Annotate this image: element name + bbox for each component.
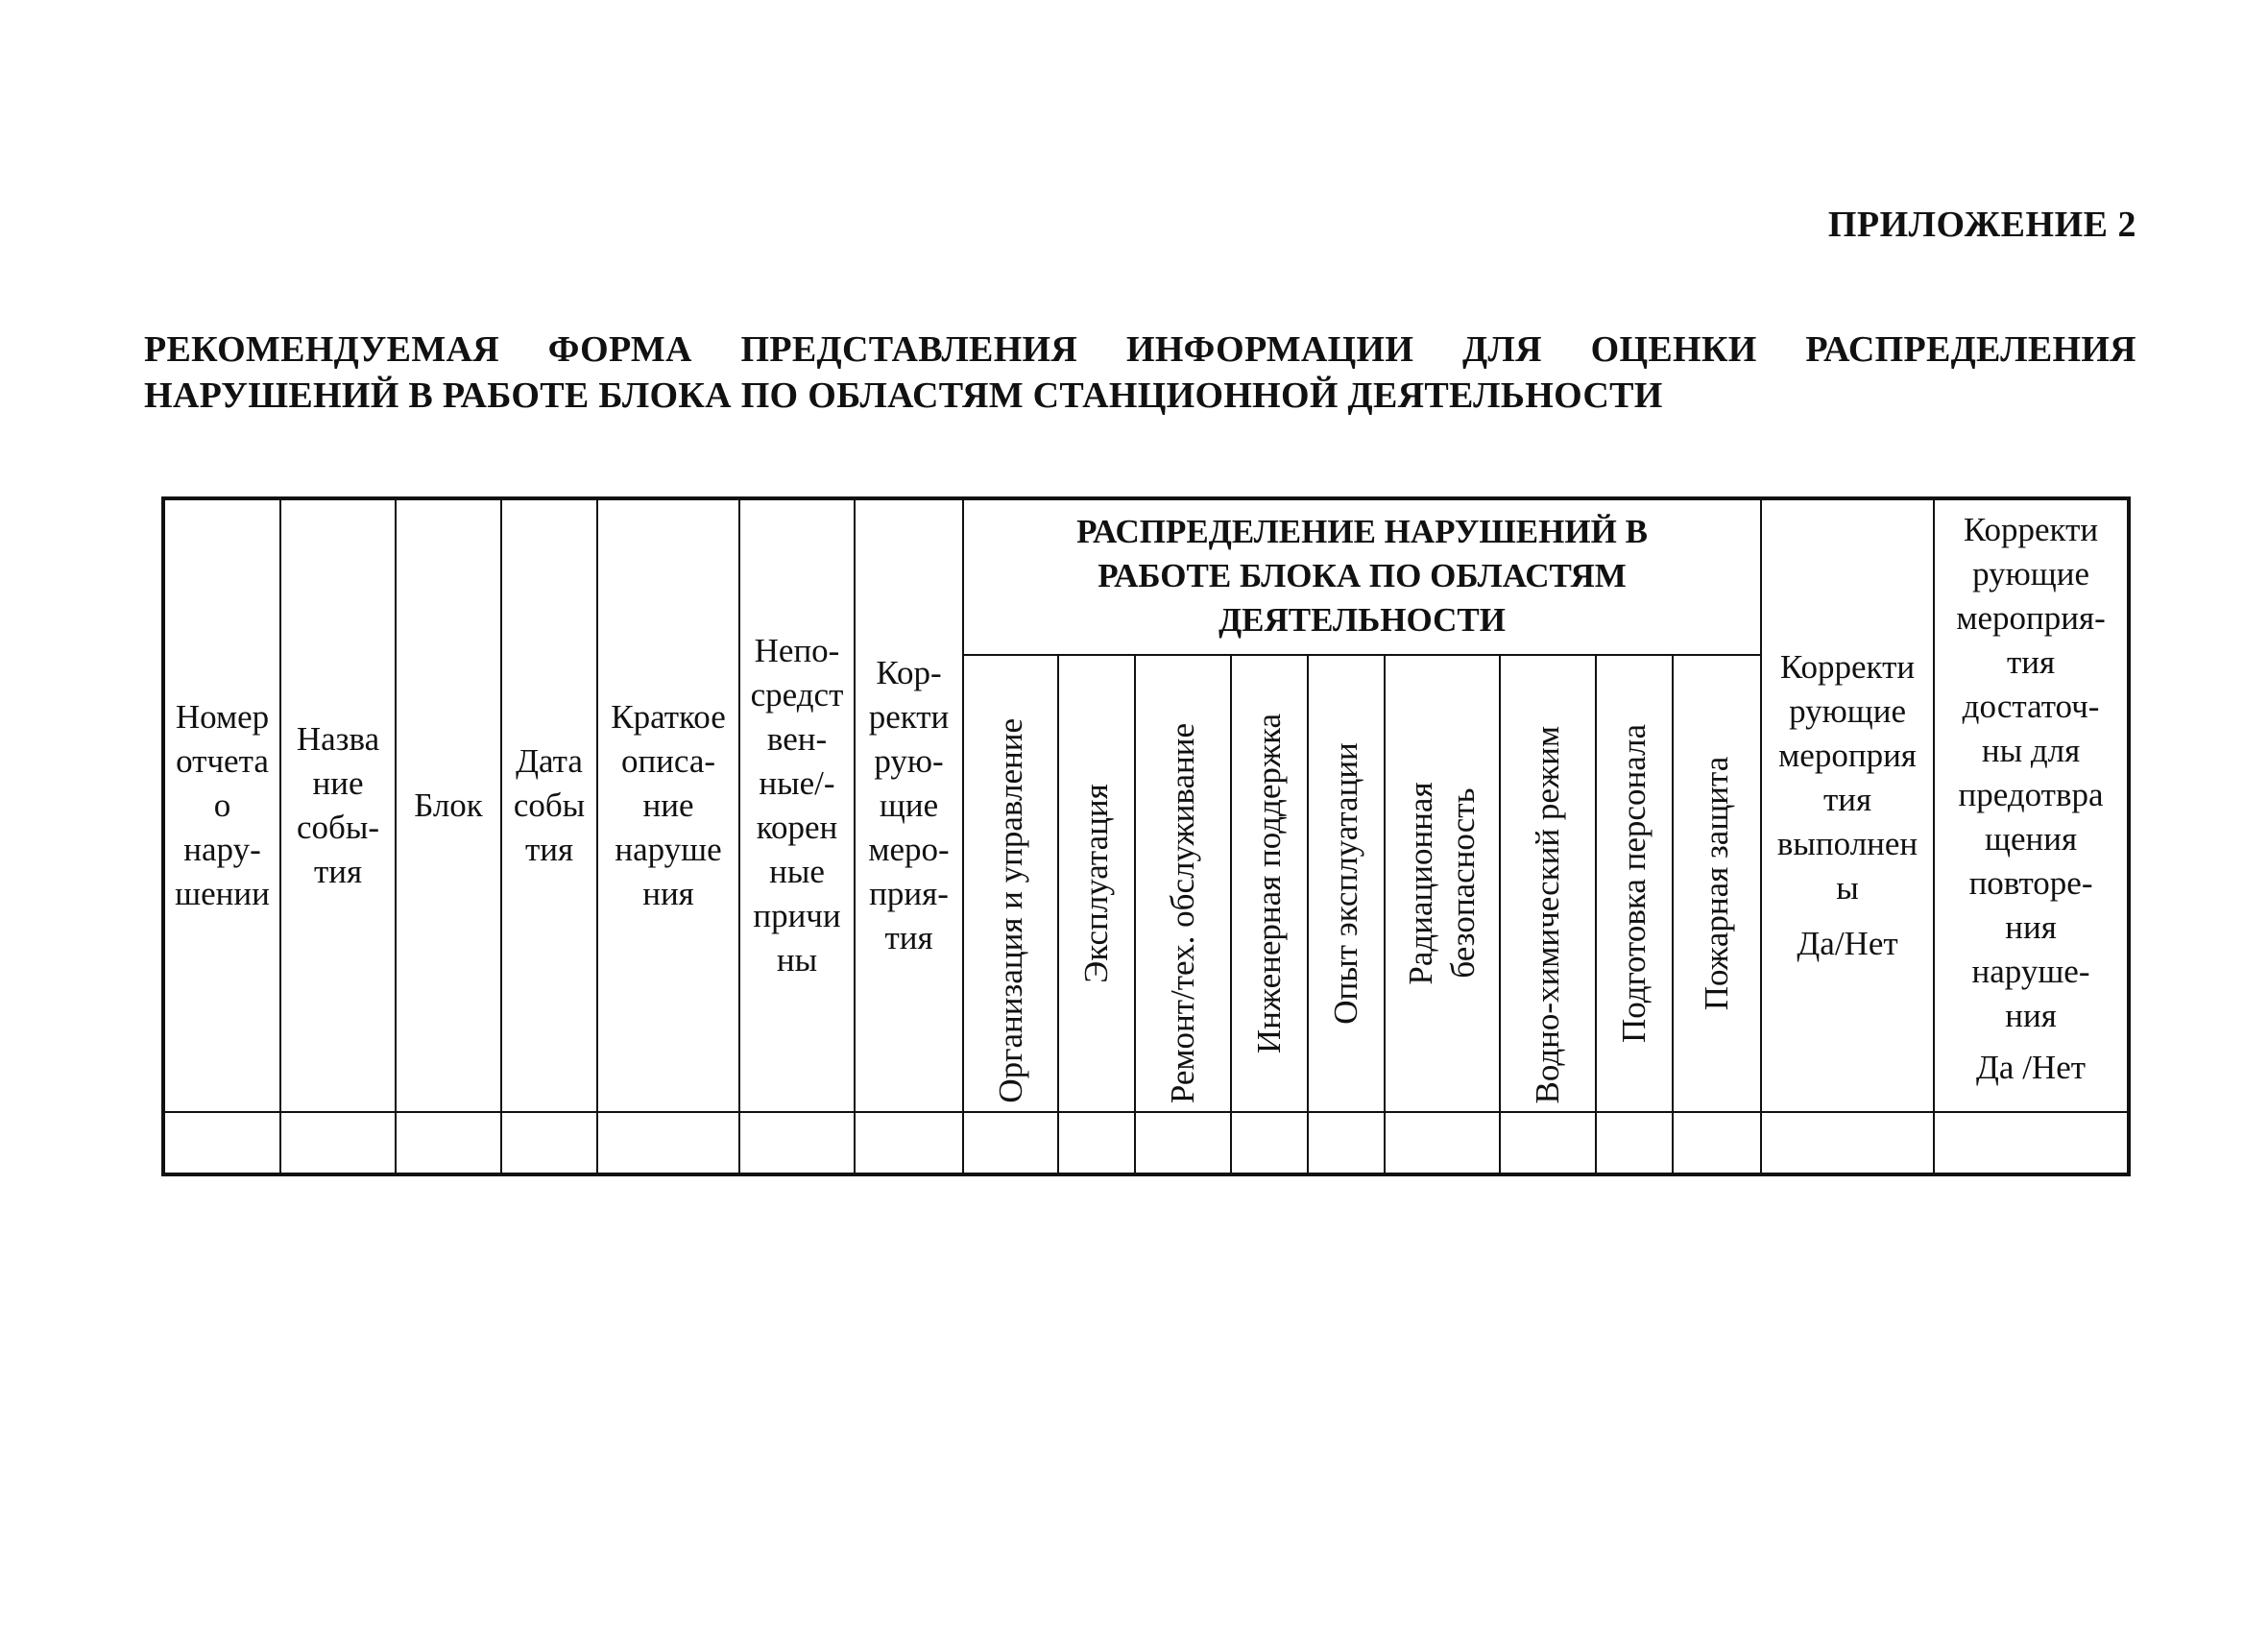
header-event-name: Назва ние собы- тия <box>280 498 396 1112</box>
cell-report-number[interactable] <box>163 1112 280 1174</box>
cell-org-management[interactable] <box>963 1112 1058 1174</box>
cell-engineering[interactable] <box>1231 1112 1308 1174</box>
title-line-2: НАРУШЕНИЙ В РАБОТЕ БЛОКА ПО ОБЛАСТЯМ СТАНЦИОННОЙ ДЕЯТЕЛЬНОСТИ <box>144 375 1663 416</box>
title-word: РЕКОМЕНДУЕМАЯ <box>144 329 499 370</box>
header-distribution-group: РАСПРЕДЕЛЕНИЕ НАРУШЕНИЙ В РАБОТЕ БЛОКА ПО ОБЛАСТЯМ ДЕЯТЕЛЬНОСТИ <box>963 498 1761 655</box>
title-word: ОЦЕНКИ <box>1590 329 1757 370</box>
cell-measures-done[interactable] <box>1761 1112 1934 1174</box>
header-root-causes: Непо- средст вен- ные/- корен ные причи ны <box>739 498 855 1112</box>
cell-event-date[interactable] <box>501 1112 597 1174</box>
header-measures-done: Корректи рующие мероприя тия выполнен ы Да/Нет <box>1761 498 1934 1112</box>
title-word: ФОРМА <box>547 329 692 370</box>
area-personnel-training: Подготовка персонала <box>1596 655 1673 1112</box>
cell-repair[interactable] <box>1135 1112 1231 1174</box>
area-operation: Эксплуатация <box>1058 655 1135 1112</box>
cell-short-description[interactable] <box>597 1112 739 1174</box>
header-short-description: Краткое описа- ние наруше ния <box>597 498 739 1112</box>
title-word: РАСПРЕДЕЛЕНИЯ <box>1805 329 2136 370</box>
empty-data-row <box>163 1112 2129 1174</box>
header-measures-sufficient: Корректи рующие мероприя- тия достаточ- ны для предотвра щения повторе- ния наруше- ния Да /Нет <box>1934 498 2129 1112</box>
cell-water-chemistry[interactable] <box>1500 1112 1596 1174</box>
area-org-management: Организация и управление <box>963 655 1058 1112</box>
area-engineering: Инженерная поддержка <box>1231 655 1308 1112</box>
header-unit: Блок <box>396 498 501 1112</box>
header-event-date: Дата собы тия <box>501 498 597 1112</box>
cell-root-causes[interactable] <box>739 1112 855 1174</box>
title-word: ИНФОРМАЦИИ <box>1125 329 1414 370</box>
area-fire-protection: Пожарная защита <box>1673 655 1761 1112</box>
area-repair: Ремонт/тех. обслуживание <box>1135 655 1231 1112</box>
cell-measures-sufficient[interactable] <box>1934 1112 2129 1174</box>
title-word: ПРЕДСТАВЛЕНИЯ <box>740 329 1078 370</box>
cell-experience[interactable] <box>1308 1112 1385 1174</box>
cell-fire-protection[interactable] <box>1673 1112 1761 1174</box>
title-word: ДЛЯ <box>1462 329 1542 370</box>
area-experience: Опыт эксплуатации <box>1308 655 1385 1112</box>
cell-event-name[interactable] <box>280 1112 396 1174</box>
cell-personnel-training[interactable] <box>1596 1112 1673 1174</box>
area-water-chemistry: Водно-химический режим <box>1500 655 1596 1112</box>
appendix-label: ПРИЛОЖЕНИЕ 2 <box>1827 205 2136 245</box>
cell-unit[interactable] <box>396 1112 501 1174</box>
document-title <box>144 327 2136 419</box>
cell-corrective-measures[interactable] <box>855 1112 963 1174</box>
header-corrective-measures: Кор- ректи рую- щие меро- прия- тия <box>855 498 963 1112</box>
title-line-1 <box>144 327 2136 373</box>
cell-operation[interactable] <box>1058 1112 1135 1174</box>
header-row-top <box>163 498 2129 655</box>
violations-form-table <box>161 496 2131 1176</box>
area-radiation-safety: Радиационная безопасность <box>1385 655 1500 1112</box>
header-report-number: Номер отчета о нару- шении <box>163 498 280 1112</box>
cell-radiation-safety[interactable] <box>1385 1112 1500 1174</box>
